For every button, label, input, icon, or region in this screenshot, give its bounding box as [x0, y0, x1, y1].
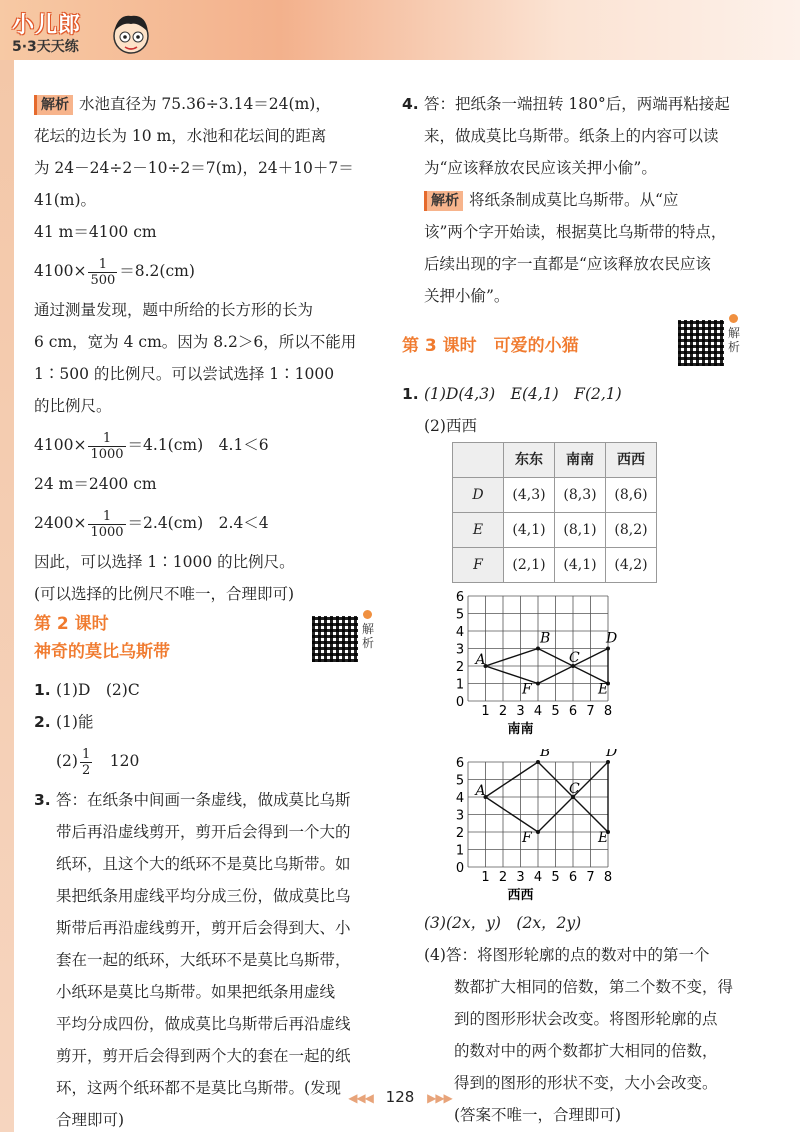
text-line: 41(m)。: [34, 191, 97, 209]
point-label: F: [522, 830, 532, 846]
x-tick-label: 5: [551, 870, 560, 885]
answer-text: 答：在纸条中间画一条虚线，做成莫比乌斯: [56, 791, 351, 809]
answer-line: [34, 706, 384, 738]
qr-code-icon[interactable]: [312, 616, 358, 662]
text-line: 环，这两个纸环都不是莫比乌斯带。(发现: [56, 1079, 342, 1097]
x-tick-label: 7: [586, 704, 595, 719]
table-row-header: F: [453, 548, 504, 583]
fraction: [88, 431, 125, 462]
analysis-line: [34, 88, 384, 120]
text-line: 果把纸条用虚线平均分成三份，做成莫比乌: [56, 887, 351, 905]
text-line: 平均分成四份，做成莫比乌斯带后再沿虚线: [56, 1015, 351, 1033]
text-line: (可以选择的比例尺不唯一，合理即可): [34, 585, 295, 603]
x-tick-label: 3: [516, 870, 525, 885]
text-line: 数都扩大相同的倍数，第二个数不变，得: [454, 978, 734, 996]
qr-label: 解析: [728, 326, 741, 354]
x-tick-label: 3: [516, 704, 525, 719]
question-number: 3.: [34, 791, 51, 809]
table-header-cell: 东东: [504, 443, 555, 478]
brand-logo: [12, 8, 152, 60]
fraction-numerator: 1: [88, 509, 125, 525]
play-dot-icon: [729, 314, 738, 323]
question-number: 1.: [402, 385, 419, 403]
answer-line: [34, 738, 384, 784]
text-line: 为“应该释放农民应该关押小偷”。: [424, 159, 657, 177]
y-tick-label: 5: [455, 607, 465, 623]
series-label: 5·3天天练: [12, 39, 79, 55]
x-tick-label: 1: [481, 704, 490, 719]
table-cell: (2,1): [504, 548, 555, 583]
calc-suffix: ＝2.4(cm) 2.4＜4: [127, 514, 269, 532]
coordinate-grid-1: [446, 589, 666, 741]
x-tick-label: 4: [533, 870, 543, 885]
lesson-title: 神奇的莫比乌斯带: [34, 642, 170, 662]
table-cell: (8,3): [555, 478, 606, 513]
table-header-cell: 南南: [555, 443, 606, 478]
text-line: 水池直径为 75.36÷3.14＝24(m)，: [79, 95, 331, 113]
text-line: 花坛的边长为 10 m，水池和花坛间的距离: [34, 127, 327, 145]
page-number: 128: [385, 1088, 415, 1106]
text-line: 1∶500 的比例尺。可以尝试选择 1∶1000: [34, 365, 335, 383]
text-line: 带后再沿虚线剪开，剪开后会得到一个大的: [56, 823, 351, 841]
fraction-numerator: 1: [81, 746, 91, 762]
y-tick-label: 1: [455, 677, 465, 693]
page-footer: [0, 1088, 800, 1106]
point-marker: [606, 760, 610, 764]
x-tick-label: 5: [551, 704, 560, 719]
text-line: 来，做成莫比乌斯带。纸条上的内容可以读: [424, 127, 719, 145]
point-marker: [536, 830, 540, 834]
lesson-number: 第 2 课时: [34, 614, 109, 634]
y-tick-label: 0: [455, 695, 465, 710]
y-tick-label: 1: [455, 843, 465, 859]
fraction: [80, 747, 92, 778]
text-line: 纸环，且这个大的纸环不是莫比乌斯带。如: [56, 855, 351, 873]
text-line: 6 cm，宽为 4 cm。因为 8.2＞6，所以不能用: [34, 333, 357, 351]
text-line: 后续出现的字一直都是“应该释放农民应该: [424, 255, 711, 273]
point-label: B: [540, 749, 551, 760]
text-line: 24 m＝2400 cm: [34, 475, 157, 493]
point-label: A: [475, 783, 486, 799]
table-row-header: D: [453, 478, 504, 513]
calc-prefix: 2400×: [34, 514, 87, 532]
text-line: 关押小偷”。: [424, 287, 510, 305]
calc-suffix: 120: [94, 752, 140, 770]
qr-code-block[interactable]: [312, 616, 376, 670]
text-line: 斯带后再沿虚线剪开，剪开后会得到大、小: [56, 919, 351, 937]
text-line: 41 m＝4100 cm: [34, 223, 157, 241]
grid-nannan: [446, 589, 772, 741]
qr-label: 解析: [362, 622, 375, 650]
point-label: D: [606, 630, 618, 647]
point-label: C: [569, 781, 580, 797]
calc-prefix: (2): [56, 752, 78, 770]
text-line: 到的图形形状会改变。将图形轮廓的点: [454, 1010, 718, 1028]
answer-line: [402, 88, 772, 120]
left-arrows-icon: ◀◀◀: [348, 1091, 373, 1105]
text-line: 的比例尺。: [34, 397, 112, 415]
table-cell: (4,2): [606, 548, 657, 583]
calc-prefix: 4100×: [34, 262, 87, 280]
point-label: B: [540, 630, 551, 647]
text-line: 小纸环是莫比乌斯带。如果把纸条用虚线: [56, 983, 336, 1001]
y-tick-label: 6: [455, 756, 465, 771]
fraction-denominator: 1000: [90, 524, 124, 540]
x-tick-label: 2: [498, 704, 508, 719]
y-tick-label: 0: [455, 861, 465, 876]
question-number: 4.: [402, 95, 419, 113]
y-tick-label: 2: [455, 660, 465, 675]
x-tick-label: 8: [603, 704, 613, 719]
table-row: [453, 478, 657, 513]
point-label: A: [475, 652, 486, 668]
y-tick-label: 3: [455, 808, 465, 824]
grid-xixi: [446, 749, 772, 907]
play-dot-icon: [363, 610, 372, 619]
lesson3-header: [402, 312, 772, 378]
lesson2-header: [34, 610, 384, 674]
table-row: [453, 513, 657, 548]
question-number: 2.: [34, 713, 51, 731]
qr-code-icon[interactable]: [678, 320, 724, 366]
fraction-denominator: 500: [90, 272, 116, 288]
text-line: 因此，可以选择 1∶1000 的比例尺。: [34, 553, 295, 571]
table-cell: (4,1): [504, 513, 555, 548]
text-line: (答案不唯一，合理即可): [454, 1106, 622, 1124]
fraction-numerator: 1: [88, 257, 117, 273]
point-label: E: [598, 830, 609, 846]
x-tick-label: 6: [568, 704, 578, 719]
answer-text: 答：把纸条一端扭转 180°后，两端再粘接起: [424, 95, 730, 113]
text-line: (4)答：将图形轮廓的点的数对中的第一个: [424, 946, 710, 964]
text-line: 套在一起的纸环，大纸环不是莫比乌斯带，: [56, 951, 351, 969]
point-label: D: [606, 749, 618, 760]
table-cell: (4,1): [555, 548, 606, 583]
table-header-cell: [453, 443, 504, 478]
answer-text: (1)D (2)C: [56, 681, 140, 699]
fraction-denominator: 1000: [90, 446, 124, 462]
table-cell: (4,3): [504, 478, 555, 513]
question-number: 1.: [34, 681, 51, 699]
grid-caption: 西西: [507, 888, 534, 903]
answer-line: [402, 378, 772, 410]
fraction-denominator: 2: [81, 762, 91, 778]
text-line: 合理即可): [56, 1111, 125, 1129]
table-cell: (8,2): [606, 513, 657, 548]
x-tick-label: 1: [481, 870, 490, 885]
answer-text: (1)能: [56, 713, 94, 731]
x-tick-label: 6: [568, 870, 578, 885]
text-line: 剪开，剪开后会得到两个大的套在一起的纸: [56, 1047, 351, 1065]
calc-line: [34, 500, 384, 546]
x-tick-label: 7: [586, 870, 595, 885]
text-line: 该”两个字开始读，根据莫比乌斯带的特点，: [424, 223, 727, 241]
calc-suffix: ＝8.2(cm): [119, 262, 195, 280]
analysis-line: [402, 184, 772, 216]
text-line: 的数对中的两个数都扩大相同的倍数，: [454, 1042, 718, 1060]
table-cell: (8,1): [555, 513, 606, 548]
point-label: C: [569, 650, 580, 666]
y-tick-label: 4: [455, 791, 465, 806]
lesson-title: 第 3 课时 可爱的小猫: [402, 336, 579, 356]
answer-line: [34, 674, 384, 706]
fraction: [88, 257, 117, 288]
coordinate-table: [452, 442, 657, 583]
table-row: [453, 548, 657, 583]
text-line: (2)西西: [424, 417, 477, 435]
coordinate-grid-2: [446, 749, 666, 907]
y-tick-label: 2: [455, 826, 465, 841]
y-tick-label: 3: [455, 642, 465, 658]
right-column: [402, 88, 772, 1131]
table-row-header: E: [453, 513, 504, 548]
point-label: F: [522, 681, 532, 698]
left-column: [34, 88, 384, 1136]
point-label: E: [598, 681, 609, 698]
answer-line: (3)(2x，y) (2x，2y): [424, 914, 582, 932]
fraction-numerator: 1: [88, 431, 125, 447]
point-marker: [606, 647, 610, 651]
text-line: 为 24－24÷2－10÷2＝7(m)，24＋10＋7＝: [34, 159, 354, 177]
right-arrows-icon: ▶▶▶: [427, 1091, 452, 1105]
table-cell: (8,6): [606, 478, 657, 513]
x-tick-label: 4: [533, 704, 543, 719]
analysis-tag: 解析: [34, 95, 73, 115]
y-tick-label: 6: [455, 590, 465, 605]
text-line: 通过测量发现，题中所给的长方形的长为: [34, 301, 314, 319]
grid-caption: 南南: [507, 722, 534, 737]
analysis-tag: 解析: [424, 191, 463, 211]
left-margin-band: [0, 60, 14, 1132]
point-marker: [536, 647, 540, 651]
text-line: 得到的图形的形状不变，大小会改变。: [454, 1074, 718, 1092]
calc-prefix: 4100×: [34, 436, 87, 454]
text-line: 将纸条制成莫比乌斯带。从“应: [469, 191, 679, 209]
mascot-icon: [108, 10, 154, 60]
table-header-cell: 西西: [606, 443, 657, 478]
answer-line: [34, 784, 384, 816]
point-marker: [536, 682, 540, 686]
y-tick-label: 4: [455, 625, 465, 640]
table-header-row: [453, 443, 657, 478]
y-tick-label: 5: [455, 773, 465, 789]
fraction: [88, 509, 125, 540]
brand-title: 小儿郎: [12, 13, 82, 38]
x-tick-label: 2: [498, 870, 508, 885]
x-tick-label: 8: [603, 870, 613, 885]
answer-text: (1)D(4,3) E(4,1) F(2,1): [424, 385, 622, 403]
calc-line: [34, 422, 384, 468]
qr-code-block[interactable]: [678, 320, 742, 374]
calc-line: [34, 248, 384, 294]
point-marker: [536, 760, 540, 764]
calc-suffix: ＝4.1(cm) 4.1＜6: [127, 436, 269, 454]
